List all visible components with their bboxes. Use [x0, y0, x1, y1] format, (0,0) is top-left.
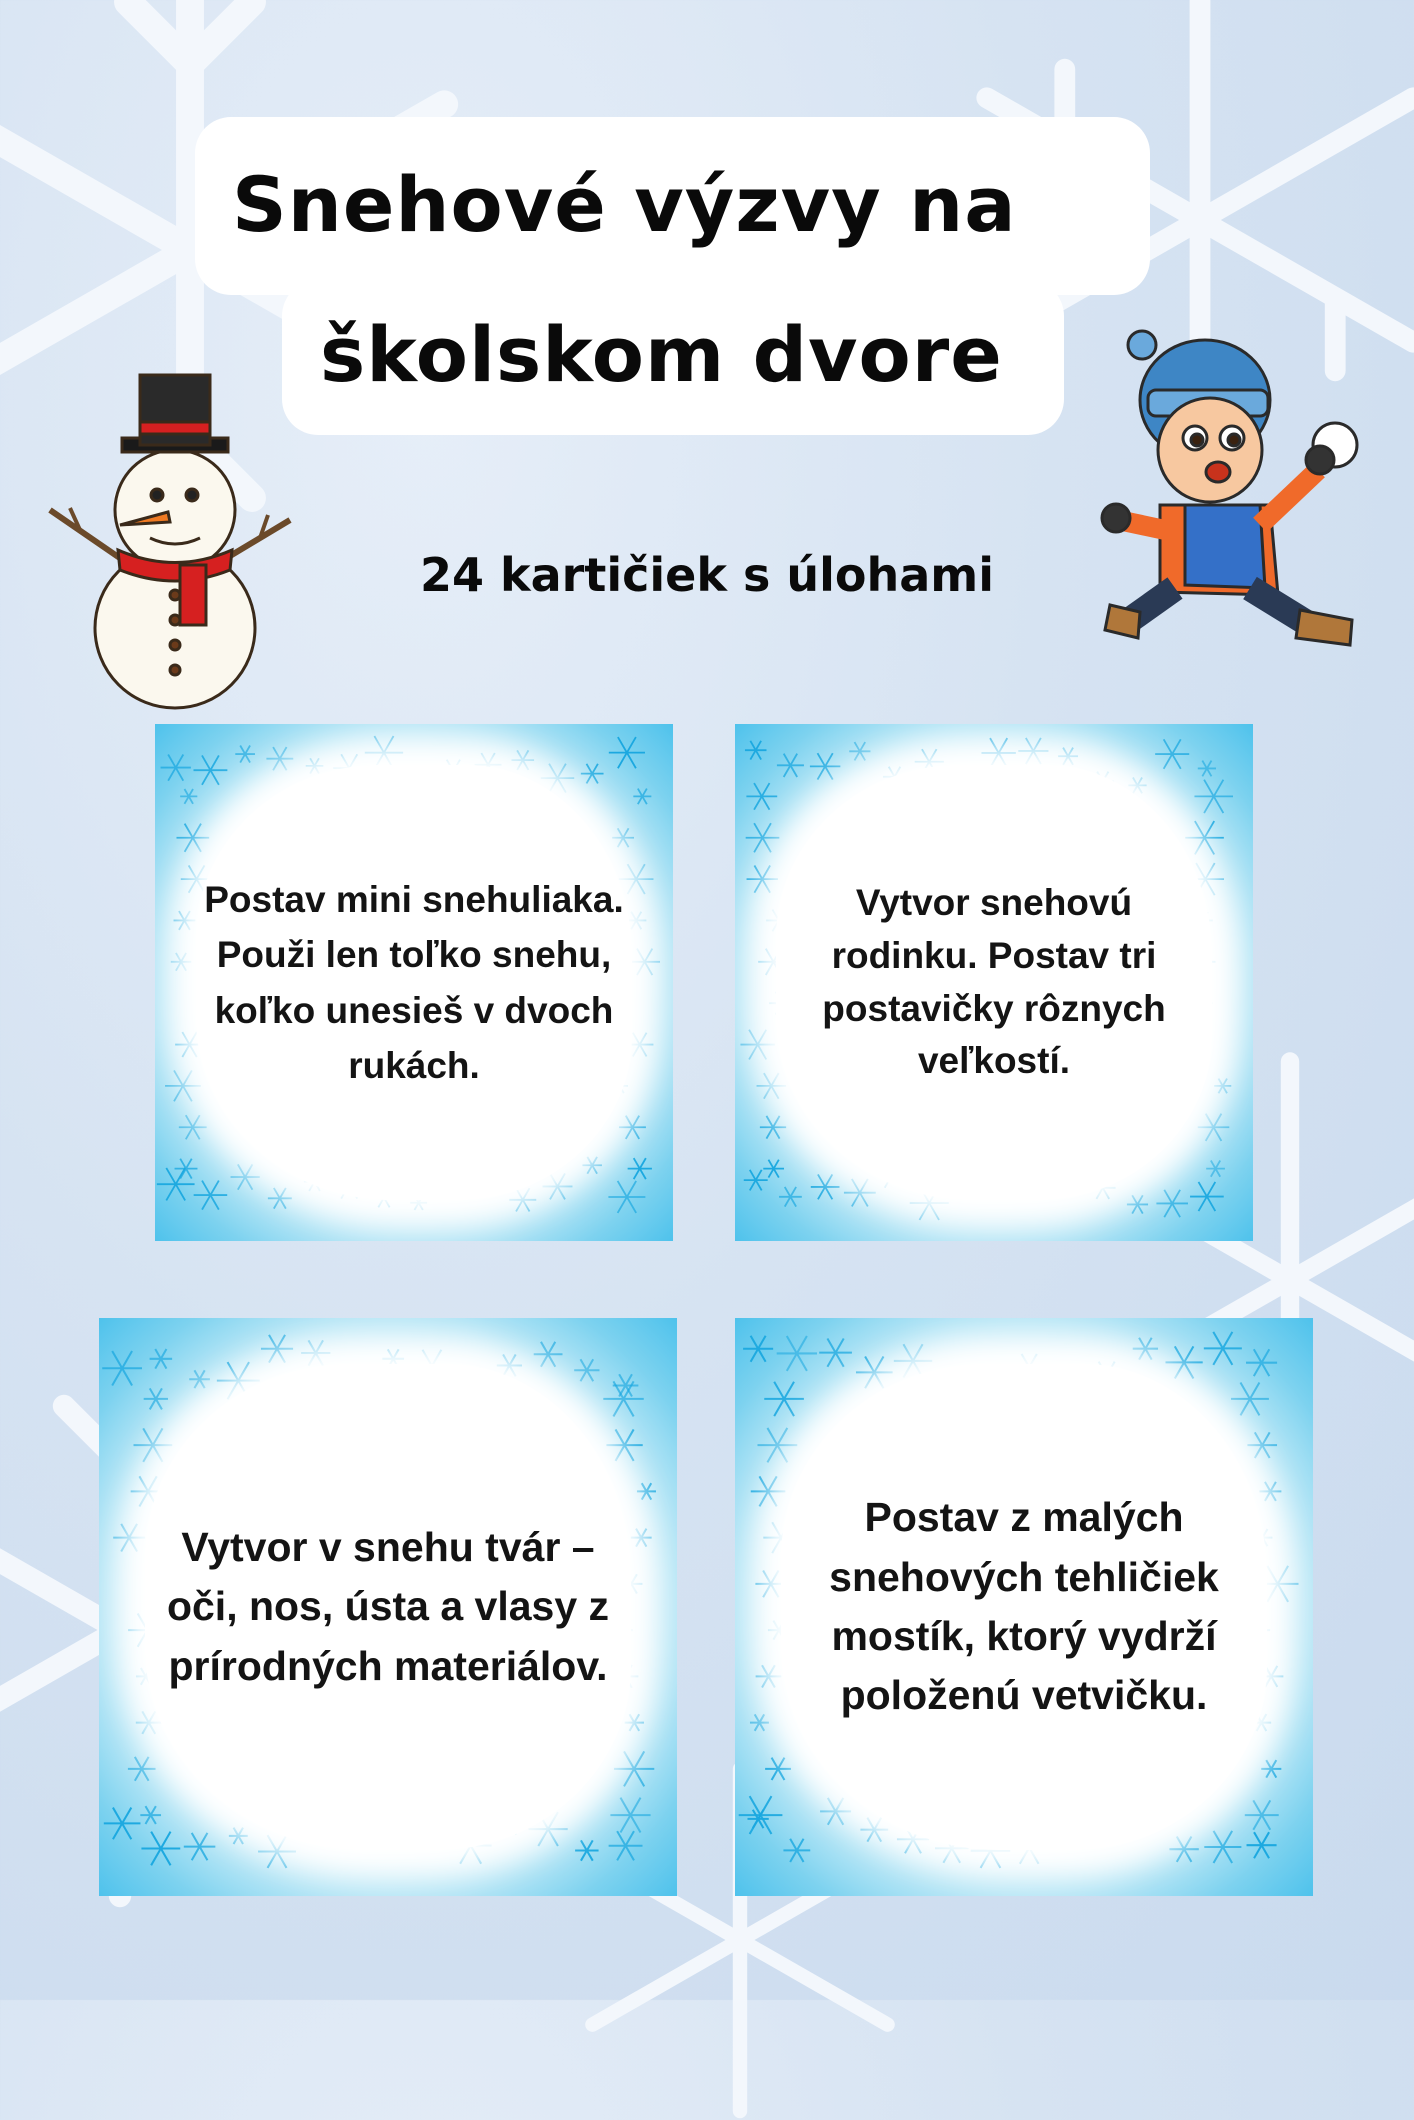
snowflake-icon [165, 1070, 201, 1101]
challenge-card [155, 724, 673, 1241]
snowflake-icon [171, 953, 191, 971]
snowflake-icon [740, 1030, 774, 1060]
card-text: Postav z malých snehových tehličiek mostík, ktorý vydrží položenú vetvičku. [829, 1494, 1219, 1719]
snowflake-icon [1198, 1114, 1230, 1141]
page-title-line1: Snehové výzvy na [232, 160, 1017, 249]
snowflake-icon [750, 1714, 769, 1730]
page-title-line2: školskom dvore [320, 310, 1003, 399]
snowflake-icon [625, 1714, 644, 1731]
snowflake-icon [744, 1170, 768, 1191]
snowflake-icon [760, 1116, 786, 1139]
snowflake-icon [746, 783, 777, 810]
snowflake-icon [1214, 1079, 1231, 1094]
snowflake-icon [1259, 1482, 1281, 1501]
challenge-card [735, 1318, 1313, 1896]
snowflake-icon [637, 1483, 656, 1499]
snowflake-icon [745, 741, 767, 760]
card-text: Vytvor v snehu tvár – oči, nos, ústa a vlasy z prírodných materiálov. [166, 1523, 610, 1689]
challenge-card [99, 1318, 677, 1896]
snowflake-icon [631, 1529, 652, 1547]
running-child-illustration [1100, 320, 1380, 660]
snowman-illustration [40, 370, 310, 710]
challenge-card [735, 724, 1253, 1241]
snowflake-icon [104, 1808, 141, 1840]
page-subtitle: 24 kartičiek s úlohami [420, 548, 994, 602]
snowflake-icon [180, 789, 197, 804]
snowflake-icon [751, 1476, 786, 1506]
snowflake-icon [743, 1336, 773, 1362]
snowflake-icon [747, 866, 778, 893]
snowflake-icon [628, 1158, 652, 1179]
snowflake-icon [128, 1757, 156, 1781]
snowflake-icon [739, 1796, 783, 1834]
snowflake-icon [746, 823, 780, 852]
snowflake-icon [1206, 1161, 1225, 1177]
snowflake-icon [113, 1524, 145, 1552]
card-text: Vytvor snehovú rodinku. Postav tri postavičky rôznych veľkostí. [822, 882, 1166, 1082]
snowflake-icon [161, 755, 191, 781]
snowflake-icon [614, 1751, 654, 1786]
snowflake-icon [175, 1159, 198, 1179]
snowflake-icon [763, 1160, 784, 1178]
card-text: Postav mini snehuliaka. Použi len toľko snehu, koľko unesieš v dvoch rukách. [204, 878, 624, 1086]
snowflake-icon [756, 1665, 782, 1687]
snowflake-icon [102, 1351, 142, 1385]
snowflake-icon [1261, 1760, 1281, 1777]
snowflake-icon [633, 789, 651, 805]
snowflake-icon [629, 949, 660, 976]
snowflake-icon [174, 911, 196, 930]
snowflake-icon [757, 1073, 787, 1099]
